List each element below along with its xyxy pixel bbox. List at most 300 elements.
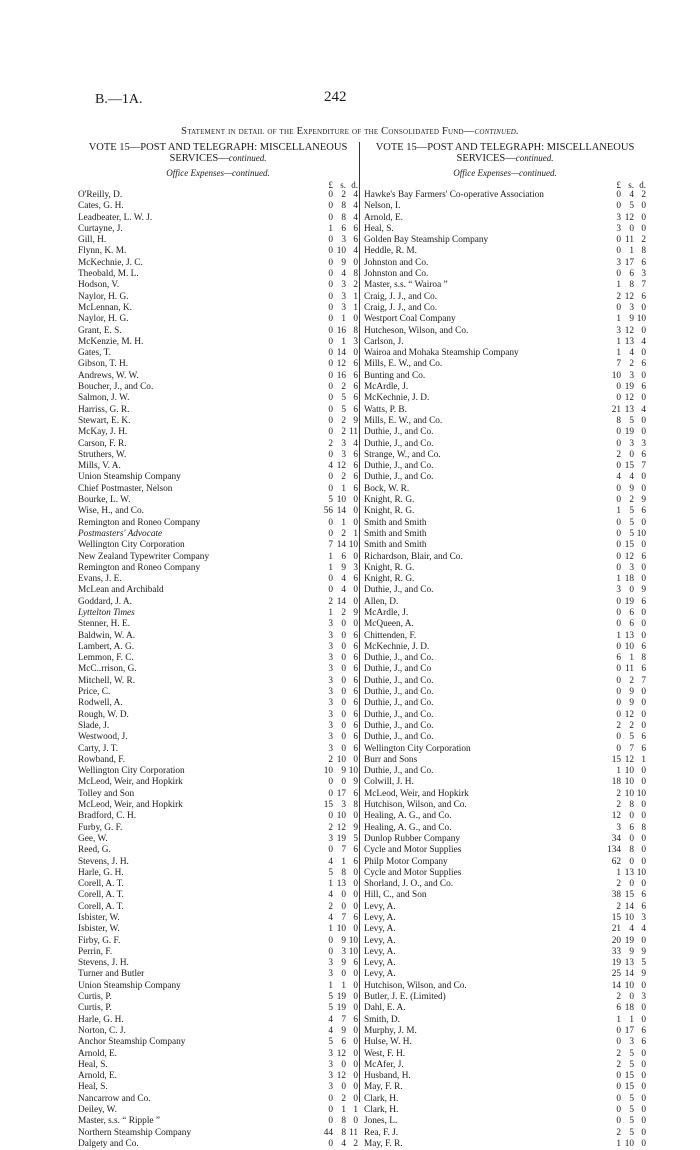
expense-row — [78, 676, 358, 687]
amount-shillings: 5 — [341, 393, 346, 404]
amount-pounds: 0 — [328, 1105, 333, 1116]
amount-pence: 0 — [353, 619, 358, 630]
payee-name: Chief Postmaster, Nelson — [78, 483, 173, 494]
payee-name: Knight, R. G. — [364, 562, 415, 573]
amount-pounds: 7 — [616, 359, 621, 370]
amount-shillings: 6 — [629, 607, 634, 618]
amount — [599, 698, 646, 709]
payee-name: Levy, A. — [364, 913, 396, 923]
payee-name: McLeod, Weir, and Hopkirk — [78, 800, 183, 811]
amount-shillings: 1 — [629, 1014, 634, 1025]
payee-name: Struthers, W. — [78, 449, 127, 460]
expense-row — [78, 439, 358, 450]
pounds-unit: £ — [328, 180, 333, 190]
amount-pounds: 0 — [328, 935, 333, 946]
payee-name: Smith, D. — [364, 1014, 400, 1025]
payee-name: Theobald, M. L. — [78, 269, 139, 280]
amount-pounds: 4 — [616, 472, 621, 483]
amount-pence: 6 — [353, 743, 358, 754]
amount-pence: 0 — [353, 1116, 358, 1127]
payee-name: Wellington City Corporation — [364, 743, 471, 754]
amount — [311, 518, 358, 529]
section-heading: Office Expenses—continued. — [166, 168, 270, 178]
amount-shillings: 6 — [629, 619, 634, 630]
payee-name: Knight, R. G. — [364, 506, 415, 517]
expense-row — [78, 213, 358, 224]
amount — [311, 597, 358, 608]
amount-pounds: 6 — [616, 653, 621, 664]
amount-shillings: 0 — [341, 901, 346, 912]
amount-pounds: 2 — [616, 1048, 621, 1059]
payee-name: Master, s.s. “ Wairoa ” — [364, 280, 448, 291]
payee-name: McAfer, J. — [364, 1059, 404, 1070]
payee-name: Mills, E. W., and Co. — [364, 359, 443, 370]
expense-row — [364, 936, 646, 947]
amount — [311, 721, 358, 732]
expense-row — [364, 1139, 646, 1150]
payee-name: Smith and Smith — [364, 540, 427, 551]
amount-pence: 0 — [641, 325, 646, 336]
amount-shillings: 1 — [341, 314, 346, 325]
amount-pounds: 1 — [328, 562, 333, 573]
amount-pounds: 7 — [328, 540, 333, 551]
amount-pounds: 3 — [328, 698, 333, 709]
amount-pence: 3 — [641, 438, 646, 449]
amount-shillings: 15 — [624, 1071, 634, 1082]
amount — [311, 1116, 358, 1127]
payee-name: Hutchison, Wilson, and Co. — [364, 980, 467, 991]
expense-row — [364, 992, 646, 1003]
expense-row — [78, 992, 358, 1003]
payee-name: Harle, G. H. — [78, 867, 124, 878]
payee-name: Hawke's Bay Farmers' Co-operative Association — [364, 190, 544, 200]
amount-pence: 6 — [353, 720, 358, 731]
payee-name: Healing, A. G., and Co. — [364, 811, 452, 822]
amount-pence: 0 — [641, 370, 646, 381]
amount-shillings: 6 — [341, 551, 346, 562]
amount-pence: 10 — [348, 935, 358, 946]
amount-pence: 1 — [353, 528, 358, 539]
amount-shillings: 3 — [341, 302, 346, 313]
amount-pence: 6 — [353, 574, 358, 585]
amount-pounds: 2 — [328, 596, 333, 607]
payee-name: Clark, H. — [364, 1105, 399, 1116]
amount-pounds: 0 — [328, 585, 333, 596]
expense-row — [364, 201, 646, 212]
payee-name: Slade, J. — [78, 720, 110, 731]
amount-shillings: 4 — [629, 472, 634, 483]
amount — [311, 303, 358, 314]
amount-pounds: 0 — [616, 495, 621, 506]
amount-shillings: 0 — [341, 641, 346, 652]
amount — [311, 405, 358, 416]
payee-name: Duthie, J., and Co. — [364, 709, 434, 720]
amount — [599, 777, 646, 788]
amount-pounds: 0 — [616, 302, 621, 313]
payee-name: Mills, V. A. — [78, 461, 121, 472]
amount-pence: 0 — [641, 980, 646, 991]
expense-row — [78, 371, 358, 382]
amount-pence: 6 — [641, 641, 646, 652]
amount-pounds: 2 — [328, 754, 333, 765]
amount — [599, 1037, 646, 1048]
amount — [599, 766, 646, 777]
amount-shillings: 2 — [629, 720, 634, 731]
payee-name: Duthie, J., and Co. — [364, 675, 434, 686]
amount — [599, 845, 646, 856]
amount-shillings: 13 — [624, 336, 634, 347]
amount — [311, 506, 358, 517]
amount-pounds: 5 — [328, 1037, 333, 1048]
payee-name: Cates, G. H. — [78, 201, 124, 212]
amount-shillings: 3 — [341, 235, 346, 246]
amount — [311, 619, 358, 630]
expense-row — [364, 472, 646, 483]
amount-pence: 10 — [636, 867, 646, 878]
amount-shillings: 0 — [341, 732, 346, 743]
payee-name: Levy, A. — [364, 901, 396, 912]
amount-pence: 0 — [641, 1003, 646, 1014]
amount-shillings: 8 — [629, 800, 634, 811]
amount-shillings: 14 — [336, 506, 346, 517]
amount-pence: 0 — [641, 777, 646, 788]
expense-row — [78, 687, 358, 698]
amount-shillings: 2 — [341, 472, 346, 483]
amount-pence: 3 — [641, 913, 646, 923]
payee-name: Westport Coal Company — [364, 314, 456, 325]
amount-pence: 6 — [353, 675, 358, 686]
amount-pence: 6 — [353, 709, 358, 720]
amount-shillings: 3 — [341, 946, 346, 957]
amount-pounds: 1 — [616, 766, 621, 777]
amount — [311, 461, 358, 472]
amount-pence: 0 — [353, 890, 358, 901]
amount — [311, 823, 358, 834]
amount — [599, 958, 646, 969]
amount-pence: 6 — [353, 461, 358, 472]
amount-pence: 0 — [641, 1071, 646, 1082]
payee-name: Deiley, W. — [78, 1105, 117, 1116]
amount-shillings: 8 — [629, 280, 634, 291]
amount — [599, 732, 646, 743]
amount — [599, 427, 646, 438]
amount-pounds: 1 — [328, 223, 333, 234]
amount — [311, 676, 358, 687]
payee-name: McLennan, K. — [78, 302, 132, 313]
amount-pence: 0 — [641, 427, 646, 438]
amount-pence: 0 — [353, 924, 358, 935]
payee-name: Lyttelton Times — [78, 607, 135, 618]
payee-name: Naylor, H. G. — [78, 291, 129, 302]
payee-name: Grant, E. S. — [78, 325, 122, 336]
amount-pence: 3 — [353, 336, 358, 347]
amount-pence: 0 — [353, 879, 358, 890]
amount-pence: 4 — [353, 246, 358, 257]
amount-shillings: 2 — [341, 382, 346, 393]
payee-name: Arnold, E. — [364, 212, 403, 223]
amount — [599, 348, 646, 359]
payee-name: Flynn, K. M. — [78, 246, 127, 257]
amount-pounds: 4 — [328, 461, 333, 472]
payee-name: Master, s.s. “ Ripple ” — [78, 1116, 160, 1127]
amount — [599, 597, 646, 608]
expense-row — [364, 585, 646, 596]
amount-shillings: 0 — [341, 743, 346, 754]
amount-pence: 0 — [353, 495, 358, 506]
amount-shillings: 0 — [629, 449, 634, 460]
amount — [311, 777, 358, 788]
expense-row — [78, 890, 358, 901]
amount-pounds: 0 — [616, 687, 621, 698]
amount-pounds: 3 — [328, 641, 333, 652]
amount-pence: 4 — [641, 336, 646, 347]
amount-shillings: 13 — [624, 630, 634, 641]
amount — [599, 755, 646, 766]
amount-pounds: 12 — [611, 811, 621, 822]
amount-pence: 0 — [353, 257, 358, 268]
payee-name: Duthie, J., and Co. — [364, 427, 434, 438]
amount-shillings: 0 — [341, 687, 346, 698]
expense-row — [364, 879, 646, 890]
amount-pounds: 21 — [611, 404, 621, 415]
amount-shillings: 12 — [624, 325, 634, 336]
expense-row — [364, 1060, 646, 1071]
amount-shillings: 15 — [624, 540, 634, 551]
amount-pence: 6 — [353, 449, 358, 460]
amount — [311, 213, 358, 224]
payee-name: Bock, W. R. — [364, 483, 410, 494]
expense-row — [364, 811, 646, 822]
amount-shillings: 9 — [629, 946, 634, 957]
amount-shillings: 1 — [341, 483, 346, 494]
amount — [311, 936, 358, 947]
expense-row — [364, 280, 646, 291]
amount-pence: 0 — [641, 1014, 646, 1025]
payee-name: Nancarrow and Co. — [78, 1093, 151, 1104]
amount-pounds: 5 — [328, 992, 333, 1003]
amount-pence: 0 — [641, 1127, 646, 1138]
amount-pounds: 3 — [328, 958, 333, 969]
pence-unit: d. — [639, 180, 646, 190]
expense-row — [364, 1094, 646, 1105]
amount — [311, 337, 358, 348]
amount — [599, 371, 646, 382]
payee-name: Heal, S. — [364, 223, 394, 234]
payee-name: McKechnie, J. C. — [78, 257, 143, 268]
amount-shillings: 14 — [336, 540, 346, 551]
amount-pence: 7 — [641, 461, 646, 472]
amount — [599, 890, 646, 901]
amount-shillings: 18 — [624, 574, 634, 585]
payee-name: Isbister, W. — [78, 924, 120, 935]
amount-shillings: 5 — [629, 1127, 634, 1138]
amount-pence: 5 — [641, 958, 646, 969]
amount — [599, 902, 646, 913]
payee-name: Wellington City Corporation — [78, 766, 185, 777]
amount-pounds: 3 — [328, 969, 333, 980]
amount-pounds: 3 — [328, 1059, 333, 1070]
amount-pounds: 0 — [328, 415, 333, 426]
expense-row — [78, 585, 358, 596]
expense-row — [78, 506, 358, 517]
amount-shillings: 15 — [624, 890, 634, 901]
shillings-unit: s. — [340, 180, 346, 190]
amount-pence: 0 — [641, 1059, 646, 1070]
amount-pence: 6 — [641, 732, 646, 743]
expense-row — [78, 552, 358, 563]
amount-pounds: 3 — [328, 687, 333, 698]
amount-shillings: 9 — [341, 958, 346, 969]
amount-pounds: 0 — [328, 302, 333, 313]
payee-name: Harriss, G. R. — [78, 404, 130, 415]
expense-row — [78, 1071, 358, 1082]
expense-row — [364, 416, 646, 427]
expense-row — [364, 721, 646, 732]
amount-pounds: 18 — [611, 777, 621, 788]
amount-pounds: 0 — [328, 427, 333, 438]
amount-shillings: 9 — [629, 698, 634, 709]
expense-row — [364, 303, 646, 314]
amount-pounds: 0 — [328, 1116, 333, 1127]
expense-row — [78, 246, 358, 257]
amount-shillings: 3 — [629, 370, 634, 381]
amount-shillings: 0 — [341, 630, 346, 641]
amount — [311, 834, 358, 845]
payee-name: Johnston and Co. — [364, 269, 429, 280]
amount-pounds: 0 — [328, 359, 333, 370]
payee-name: Murphy, J. M. — [364, 1025, 417, 1036]
amount-shillings: 19 — [336, 833, 346, 844]
amount-pence: 8 — [353, 800, 358, 811]
vote-heading — [78, 142, 358, 164]
amount-pence: 3 — [641, 992, 646, 1003]
expense-row — [364, 981, 646, 992]
expense-row — [364, 913, 646, 924]
amount-pounds: 0 — [328, 291, 333, 302]
left-column — [78, 142, 358, 1150]
amount-pence: 0 — [641, 607, 646, 618]
amount-shillings: 8 — [341, 1127, 346, 1138]
amount-shillings: 12 — [336, 822, 346, 833]
amount-pence: 0 — [641, 698, 646, 709]
payee-name: Nelson, I. — [364, 201, 401, 212]
amount-pounds: 15 — [611, 913, 621, 923]
payee-name: Smith and Smith — [364, 517, 427, 528]
payee-name: McKay, J. H. — [78, 427, 128, 438]
expense-row — [78, 789, 358, 800]
payee-name: Bourke, L. W. — [78, 495, 131, 506]
expense-row — [78, 608, 358, 619]
amount-pence: 6 — [353, 845, 358, 856]
payee-name: Anchor Steamship Company — [78, 1037, 186, 1048]
expense-row — [364, 450, 646, 461]
amount-pence: 6 — [641, 449, 646, 460]
amount-pence: 6 — [353, 698, 358, 709]
expense-row — [364, 348, 646, 359]
vote-heading-continued: continued. — [515, 153, 554, 163]
amount-pence: 0 — [641, 223, 646, 234]
amount-pounds: 0 — [328, 190, 333, 200]
payee-name: Levy, A. — [364, 924, 396, 935]
expense-row — [364, 552, 646, 563]
amount-pounds: 0 — [328, 1138, 333, 1149]
expense-row — [78, 721, 358, 732]
amount-shillings: 4 — [341, 585, 346, 596]
amount-shillings: 18 — [624, 1003, 634, 1014]
amount — [599, 1116, 646, 1127]
amount-pounds: 1 — [616, 348, 621, 359]
amount-pounds: 0 — [616, 540, 621, 551]
amount-pounds: 0 — [616, 664, 621, 675]
expense-row — [78, 574, 358, 585]
payee-name: Shorland, J. O., and Co. — [364, 879, 454, 890]
expense-row — [78, 698, 358, 709]
expense-row — [78, 1037, 358, 1048]
amount-pence: 0 — [641, 212, 646, 223]
expense-row — [78, 359, 358, 370]
amount-shillings: 3 — [629, 562, 634, 573]
amount — [311, 879, 358, 890]
amount-pence: 11 — [349, 1127, 358, 1138]
amount — [311, 563, 358, 574]
expense-row — [364, 777, 646, 788]
payee-name: Husband, H. — [364, 1071, 411, 1082]
amount-pounds: 2 — [616, 992, 621, 1003]
payee-name: Clark, H. — [364, 1093, 399, 1104]
amount-pence: 0 — [641, 1138, 646, 1149]
amount-pounds: 0 — [616, 461, 621, 472]
amount-shillings: 9 — [341, 935, 346, 946]
amount-pounds: 0 — [328, 246, 333, 257]
amount — [599, 563, 646, 574]
amount-pounds: 1 — [616, 1014, 621, 1025]
amount-pounds: 0 — [616, 1071, 621, 1082]
payee-name: West, F. H. — [364, 1048, 406, 1059]
expense-row — [364, 393, 646, 404]
amount-pounds: 15 — [323, 800, 333, 811]
payee-name: McQueen, A. — [364, 619, 414, 630]
expense-row — [364, 461, 646, 472]
amount-shillings: 3 — [341, 449, 346, 460]
amount-pounds: 2 — [616, 879, 621, 890]
amount-pounds: 0 — [616, 596, 621, 607]
amount-pence: 8 — [353, 269, 358, 280]
expense-row — [364, 574, 646, 585]
expense-row — [78, 1139, 358, 1150]
amount-pence: 6 — [641, 890, 646, 901]
amount-pounds: 1 — [328, 607, 333, 618]
amount — [599, 608, 646, 619]
payee-name: Rodwell, A. — [78, 698, 123, 709]
amount — [599, 1071, 646, 1082]
amount-pence: 0 — [353, 1071, 358, 1082]
amount-pounds: 0 — [328, 336, 333, 347]
payee-name: McKechnie, J. D. — [364, 641, 430, 652]
amount — [599, 529, 646, 540]
expense-row — [78, 1015, 358, 1026]
amount — [599, 1094, 646, 1105]
amount-pounds: 56 — [323, 506, 333, 517]
page-number: 242 — [324, 89, 347, 105]
amount-pence: 6 — [353, 788, 358, 799]
amount-shillings: 12 — [624, 551, 634, 562]
amount — [599, 631, 646, 642]
amount — [311, 811, 358, 822]
payee-name: Reed, G. — [78, 845, 111, 856]
amount-shillings: 5 — [629, 201, 634, 212]
amount-pence: 4 — [353, 201, 358, 212]
amount-shillings: 9 — [629, 483, 634, 494]
